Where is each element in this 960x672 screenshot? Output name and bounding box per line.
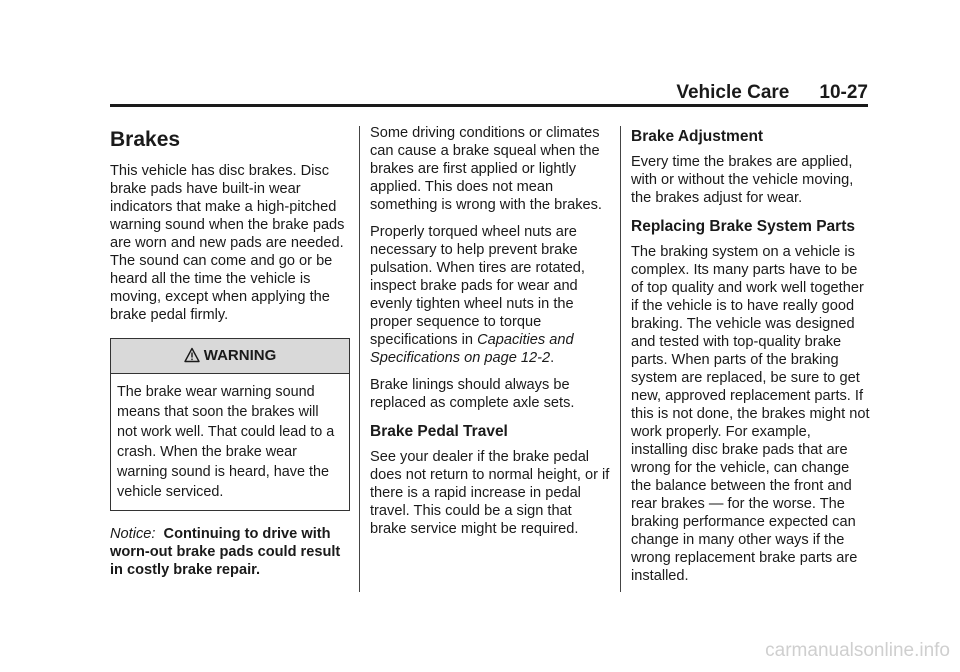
warning-triangle-icon [184, 347, 200, 363]
header-rule [110, 104, 868, 107]
warning-label: WARNING [203, 347, 277, 364]
heading-replacing-parts: Replacing Brake System Parts [631, 218, 855, 235]
column-divider [620, 126, 621, 592]
adjustment-paragraph: Every time the brakes are applied, with or without the vehicle moving, the brakes adjust for wear. [631, 154, 854, 206]
page-header [110, 82, 868, 104]
notice-label: Notice: [110, 526, 156, 542]
warning-box [110, 338, 350, 511]
section-heading-brakes: Brakes [110, 128, 181, 151]
section-title: Vehicle Care [676, 82, 790, 103]
watermark: carmanualsonline.info [765, 640, 950, 661]
warning-text: The brake wear warning sound means that soon the brakes will not work well. That could lead to a crash. When the brake wear warning sound is heard, have the vehicle serviced. [117, 384, 335, 500]
column-divider [359, 126, 360, 592]
wheel-nuts-paragraph [370, 223, 610, 367]
linings-paragraph: Brake linings should always be replaced as complete axle sets. [370, 377, 575, 411]
heading-brake-pedal-travel: Brake Pedal Travel [370, 423, 508, 440]
notice-paragraph [110, 525, 350, 579]
page-number: 10-27 [819, 82, 868, 103]
squeal-paragraph: Some driving conditions or climates can cause a brake squeal when the brakes are first applied or lightly applied. This does not mean something is wrong with the brakes. [370, 125, 602, 213]
warning-header [111, 339, 349, 374]
column-3 [631, 124, 871, 594]
capacities-reference-link[interactable]: Capacities and Specifications on page 12-2 [370, 332, 574, 366]
column-1 [110, 124, 350, 588]
column-2 [370, 124, 610, 547]
notice-text: Continuing to drive with worn-out brake pads could result in costly brake repair. [110, 526, 341, 578]
brakes-paragraph: This vehicle has disc brakes. Disc brake pads have built-in wear indicators that make a high-pitched warning sound when the brake pads are worn and new pads are needed. The sound can come and go or be heard all the time the vehicle is moving, except when applying the brake pedal firmly. [110, 163, 345, 323]
replacing-parts-paragraph: The braking system on a vehicle is complex. Its many parts have to be of top quality and work well together if the vehicle is to have really good braking. The vehicle was designed and tested with top-quality brake parts. When parts of the braking system are replaced, be sure to get new, approved replacement parts. If this is not done, the brakes might not work properly. For example, installing disc brake pads that are wrong for the vehicle, can change the balance between the front and rear brakes — for the worse. The braking performance expected can change in many other ways if the wrong replacement brake parts are installed. [631, 244, 870, 584]
period: . [550, 350, 555, 366]
wheel-nuts-text: Properly torqued wheel nuts are necessary to help prevent brake pulsation. When tires are rotated, inspect brake pads for wear and evenly tighten wheel nuts in the proper sequence to torque specifications in [370, 224, 585, 348]
heading-brake-adjustment: Brake Adjustment [631, 128, 764, 145]
pedal-travel-paragraph: See your dealer if the brake pedal does not return to normal height, or if there is a rapid increase in pedal travel. This could be a sign that brake service might be required. [370, 449, 610, 537]
